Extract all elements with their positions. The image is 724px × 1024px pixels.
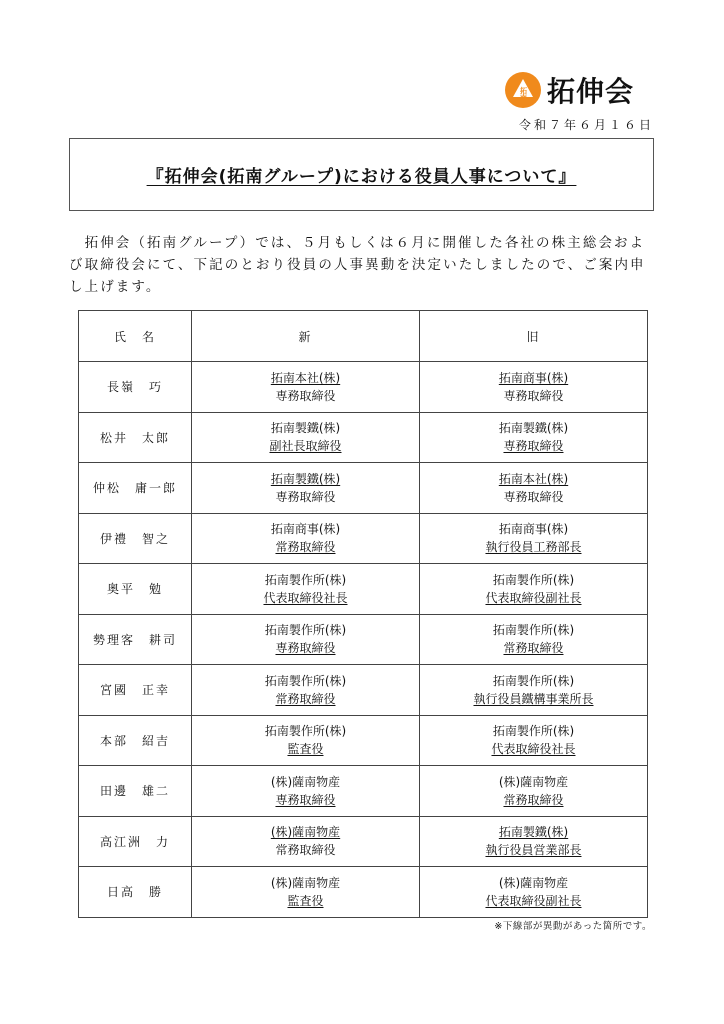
old-position-cell	[420, 614, 648, 665]
new-position: 専務取締役	[275, 641, 336, 656]
new-position: 常務取締役	[275, 691, 336, 706]
old-position: 執行役員営業部長	[485, 843, 582, 858]
new-position-cell	[192, 614, 420, 665]
old-company: (株)薩南物産	[498, 774, 569, 789]
table-row	[79, 362, 648, 413]
old-company: 拓南商事(株)	[498, 522, 569, 537]
person-name: 勢理客 耕司	[79, 614, 192, 665]
new-position-cell	[192, 513, 420, 564]
old-company: 拓南製作所(株)	[492, 673, 575, 688]
old-position: 代表取締役副社長	[485, 590, 582, 605]
new-position: 代表取締役社長	[263, 590, 348, 605]
person-name: 松井 太郎	[79, 412, 192, 463]
person-name: 奥平 勉	[79, 564, 192, 615]
old-position-cell	[420, 816, 648, 867]
table-row	[79, 564, 648, 615]
new-position: 専務取締役	[275, 388, 336, 403]
intro-paragraph: 拓伸会（拓南グループ）では、５月もしくは６月に開催した各社の株主総会および取締役会にて、下記のとおり役員の人事異動を決定いたしましたので、ご案内申し上げます。	[69, 235, 646, 295]
person-name: 宮國 正幸	[79, 665, 192, 716]
logo-text: 拓伸会	[547, 75, 635, 108]
old-company: 拓南製鐵(株)	[498, 825, 569, 840]
new-company: 拓南本社(株)	[270, 370, 341, 385]
new-position-cell	[192, 412, 420, 463]
old-position-cell	[420, 362, 648, 413]
table-row	[79, 715, 648, 766]
new-company: (株)薩南物産	[270, 825, 341, 840]
new-position-cell	[192, 816, 420, 867]
footnote: ※下線部が異動があった箇所です。	[494, 921, 652, 932]
old-position: 代表取締役社長	[491, 742, 576, 757]
logo-mark-text: 拓南	[519, 87, 528, 101]
person-name: 田邊 雄二	[79, 766, 192, 817]
person-name: 仲松 庸一郎	[79, 463, 192, 514]
new-company: 拓南商事(株)	[270, 522, 341, 537]
new-company: 拓南製作所(株)	[264, 673, 347, 688]
table-row	[79, 463, 648, 514]
new-position: 専務取締役	[275, 489, 336, 504]
new-company: (株)薩南物産	[270, 774, 341, 789]
old-position: 常務取締役	[503, 641, 564, 656]
table-row	[79, 513, 648, 564]
new-position: 専務取締役	[275, 792, 336, 807]
old-position-cell	[420, 513, 648, 564]
old-position-cell	[420, 463, 648, 514]
old-company: 拓南本社(株)	[498, 471, 569, 486]
new-position-cell	[192, 715, 420, 766]
title-box	[69, 138, 654, 211]
new-position-cell	[192, 665, 420, 716]
old-position-cell	[420, 766, 648, 817]
header-new: 新	[192, 311, 420, 362]
old-company: 拓南製鐵(株)	[498, 421, 569, 436]
old-position-cell	[420, 867, 648, 918]
header-name: 氏 名	[79, 311, 192, 362]
new-company: 拓南製作所(株)	[264, 572, 347, 587]
old-position: 専務取締役	[503, 439, 564, 454]
new-position-cell	[192, 766, 420, 817]
old-position: 専務取締役	[503, 388, 564, 403]
personnel-table	[78, 310, 648, 918]
old-company: 拓南製作所(株)	[492, 623, 575, 638]
table-row	[79, 665, 648, 716]
old-company: 拓南製作所(株)	[492, 572, 575, 587]
old-company: 拓南商事(株)	[498, 370, 569, 385]
new-position: 常務取締役	[275, 843, 336, 858]
old-position-cell	[420, 715, 648, 766]
person-name: 長嶺 巧	[79, 362, 192, 413]
new-company: 拓南製鐵(株)	[270, 421, 341, 436]
old-position-cell	[420, 412, 648, 463]
table-row	[79, 412, 648, 463]
table-header-row	[79, 311, 648, 362]
new-position: 監査役	[287, 893, 324, 908]
old-position: 執行役員鐵構事業所長	[473, 691, 594, 706]
new-position-cell	[192, 564, 420, 615]
new-position: 常務取締役	[275, 540, 336, 555]
person-name: 伊禮 智之	[79, 513, 192, 564]
table-body	[79, 362, 648, 918]
new-company: 拓南製作所(株)	[264, 623, 347, 638]
person-name: 本部 紹吉	[79, 715, 192, 766]
document-title: 『拓伸会(拓南グループ)における役員人事について』	[146, 167, 577, 187]
person-name: 日高 勝	[79, 867, 192, 918]
person-name: 高江洲 力	[79, 816, 192, 867]
new-position-cell	[192, 867, 420, 918]
old-company: (株)薩南物産	[498, 875, 569, 890]
new-position: 副社長取締役	[269, 439, 342, 454]
table-row	[79, 766, 648, 817]
company-logo	[505, 70, 634, 110]
table-row	[79, 867, 648, 918]
table-row	[79, 614, 648, 665]
new-company: (株)薩南物産	[270, 875, 341, 890]
old-company: 拓南製作所(株)	[492, 724, 575, 739]
logo-mark-icon	[505, 72, 541, 108]
new-company: 拓南製鐵(株)	[270, 471, 341, 486]
new-position-cell	[192, 463, 420, 514]
new-position: 監査役	[287, 742, 324, 757]
table-row	[79, 816, 648, 867]
old-position-cell	[420, 665, 648, 716]
new-position-cell	[192, 362, 420, 413]
document-date: 令和７年６月１６日	[518, 118, 654, 132]
old-position: 専務取締役	[503, 489, 564, 504]
header-old: 旧	[420, 311, 648, 362]
old-position: 常務取締役	[503, 792, 564, 807]
old-position-cell	[420, 564, 648, 615]
old-position: 代表取締役副社長	[485, 893, 582, 908]
new-company: 拓南製作所(株)	[264, 724, 347, 739]
old-position: 執行役員工務部長	[485, 540, 582, 555]
